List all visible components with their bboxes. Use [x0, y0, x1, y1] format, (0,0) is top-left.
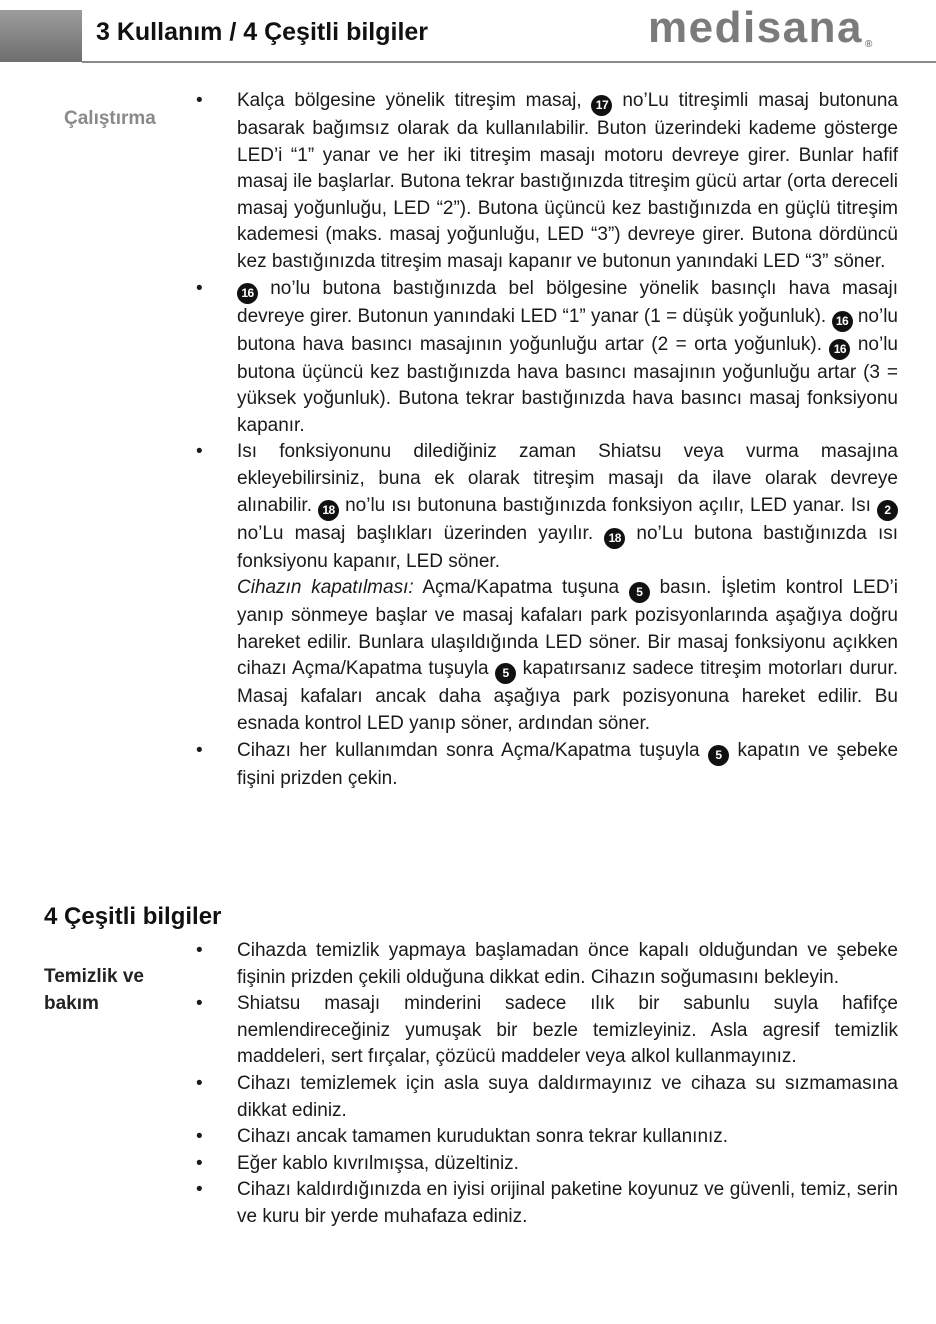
- list-item: [196, 738, 898, 793]
- side-label-cleaning: [44, 963, 194, 1017]
- header-rule: [82, 61, 936, 63]
- list-item: [196, 439, 898, 737]
- text-segment: kapatırsanız sadece titreşim motorları durur. Masaj kafaları ancak daha aşağıya park pozisyonuna hareket edilir. Bu esnada kontrol LED yanıp söner, ardından söner.: [237, 658, 899, 734]
- italic-lead-in: Cihazın kapatılması:: [237, 577, 414, 599]
- text-segment: basın. İşletim kontrol LED’i yanıp sönmeye başlar ve masaj kafaları park pozisyonlarında aşağıya doğru hareket edilir. Bunlara ulaşıldığında LED söner. Bir masaj fonksiyonu açıkken cihazı Açma/Kapatma tuşuyla: [237, 577, 898, 680]
- side-label-operation: Çalıştırma: [64, 108, 156, 129]
- page-header: [0, 0, 936, 64]
- list-item-text: Eğer kablo kıvrılmışsa, düzeltiniz.: [237, 1152, 519, 1174]
- list-item-text: [237, 439, 898, 575]
- text-segment: Açma/Kapatma tuşuna: [413, 577, 629, 599]
- callout-number-icon: 16: [829, 339, 850, 360]
- text-segment: no’lu butona üçüncü kez bastığınızda hava basıncı masajının yoğunluğu artar (3 = yüksek yoğunluk). Butona tekrar bastığınızda hava basıncı masaj fonksiyonu kapanır.: [237, 333, 898, 436]
- bullet-dot-icon: •: [196, 1072, 203, 1094]
- brand-name: medisana: [648, 3, 863, 52]
- bullet-dot-icon: •: [196, 1152, 203, 1174]
- callout-number-icon: 2: [877, 500, 898, 521]
- list-item: [196, 938, 898, 991]
- operation-bullet-list: [196, 88, 898, 792]
- text-segment: no’Lu butona bastığınızda ısı fonksiyonu kapanır, LED söner.: [237, 522, 899, 572]
- callout-number-icon: 5: [495, 663, 516, 684]
- list-item-text: Cihazda temizlik yapmaya başlamadan önce kapalı olduğundan ve şebeke fişinin prizden çekili olduğuna dikkat edin. Cihazın soğumasını bekleyin.: [237, 940, 898, 988]
- callout-number-icon: 5: [708, 745, 729, 766]
- callout-number-icon: 18: [604, 528, 625, 549]
- text-segment: Kalça bölgesine yönelik titreşim masaj,: [237, 90, 592, 111]
- bullet-dot-icon: •: [196, 441, 203, 463]
- section-title-misc: 4 Çeşitli bilgiler: [44, 903, 222, 930]
- bullet-dot-icon: •: [196, 1126, 203, 1148]
- side-label-cleaning-line2: bakım: [44, 993, 99, 1014]
- callout-number-icon: 18: [318, 500, 339, 521]
- text-segment: no’lu butona hava basıncı masajının yoğunluğu artar (2 = orta yoğunluk).: [237, 305, 898, 355]
- list-item-text: [237, 738, 898, 793]
- list-item: [196, 991, 898, 1071]
- cleaning-bullet-list: [196, 938, 898, 1231]
- brand-logo: [648, 3, 873, 52]
- list-item: [196, 1151, 898, 1178]
- bullet-dot-icon: •: [196, 277, 203, 299]
- side-label-cleaning-line1: Temizlik ve: [44, 966, 144, 987]
- callout-number-icon: 16: [237, 283, 258, 304]
- text-segment: Isı fonksiyonunu dilediğiniz zaman Shiatsu veya vurma masajına ekleyebilirsiniz, buna ek olarak titreşim masajı da ilave olarak devreye alınabilir.: [237, 441, 898, 516]
- text-segment: Cihazı her kullanımdan sonra Açma/Kapatma tuşuyla: [237, 739, 709, 761]
- list-item-text: Shiatsu masajı minderini sadece ılık bir sabunlu suyla hafifçe nemlendireceğiniz yumuşak bir bezle temizleyiniz. Asla agresif temizlik maddeleri, sert fırçalar, çözücü maddeler veya alkol kullanmayınız.: [237, 993, 898, 1068]
- callout-number-icon: 16: [832, 311, 853, 332]
- brand-registered-mark: ®: [864, 39, 873, 50]
- bullet-dot-icon: •: [196, 1179, 203, 1201]
- text-segment: no’Lu titreşimli masaj butonuna basarak bağımsız olarak da kullanılabilir. Buton üzerindeki kademe gösterge LED’i “1” yanar ve her iki titreşim masajı motoru devreye girer. Bunlar hafif masaj ile başlarlar. Butona tekrar bastığınızda titreşim gücü artar (orta dereceli masaj yoğunluğu, LED “2”). Butona üçüncü kez bastığınızda en güçlü titreşim kademesi (maks. masaj yoğunluğu, LED “3”) devreye girer. Butona dördüncü kez bastığınızda titreşim masajı kapanır ve butonun yanındaki LED “3” söner.: [237, 90, 898, 272]
- callout-number-icon: 17: [591, 95, 612, 116]
- text-segment: no’lu butona bastığınızda bel bölgesine yönelik basınçlı hava masajı devreye girer. Butonun yanındaki LED “1” yanar (1 = düşük yoğunluk).: [237, 277, 898, 327]
- callout-number-icon: 5: [629, 582, 650, 603]
- list-item-text: [237, 276, 898, 440]
- list-item-continuation: [237, 575, 898, 737]
- text-segment: no’Lu masaj başlıkları üzerinden yayılır.: [237, 522, 605, 544]
- bullet-dot-icon: •: [196, 940, 203, 961]
- list-item-text: Cihazı kaldırdığınızda en iyisi orijinal paketine koyunuz ve güvenli, temiz, serin ve kuru bir yerde muhafaza ediniz.: [237, 1179, 898, 1227]
- bullet-dot-icon: •: [196, 993, 203, 1015]
- header-tab-block: [0, 10, 82, 62]
- list-item: [196, 276, 898, 440]
- list-item: [196, 88, 898, 276]
- list-item-text: [237, 88, 898, 276]
- bullet-dot-icon: •: [196, 739, 203, 761]
- list-item: [196, 1071, 898, 1124]
- list-item-text: Cihazı temizlemek için asla suya daldırmayınız ve cihaza su sızmamasına dikkat ediniz.: [237, 1072, 898, 1121]
- list-item: [196, 1177, 898, 1230]
- text-segment: no’lu ısı butonuna bastığınızda fonksiyon açılır, LED yanar. Isı: [339, 494, 877, 516]
- list-item: [196, 1124, 898, 1151]
- page-title: 3 Kullanım / 4 Çeşitli bilgiler: [96, 18, 429, 46]
- list-item-text: Cihazı ancak tamamen kuruduktan sonra tekrar kullanınız.: [237, 1126, 729, 1148]
- bullet-dot-icon: •: [196, 90, 203, 111]
- text-segment: kapatın ve şebeke fişini prizden çekin.: [237, 739, 899, 789]
